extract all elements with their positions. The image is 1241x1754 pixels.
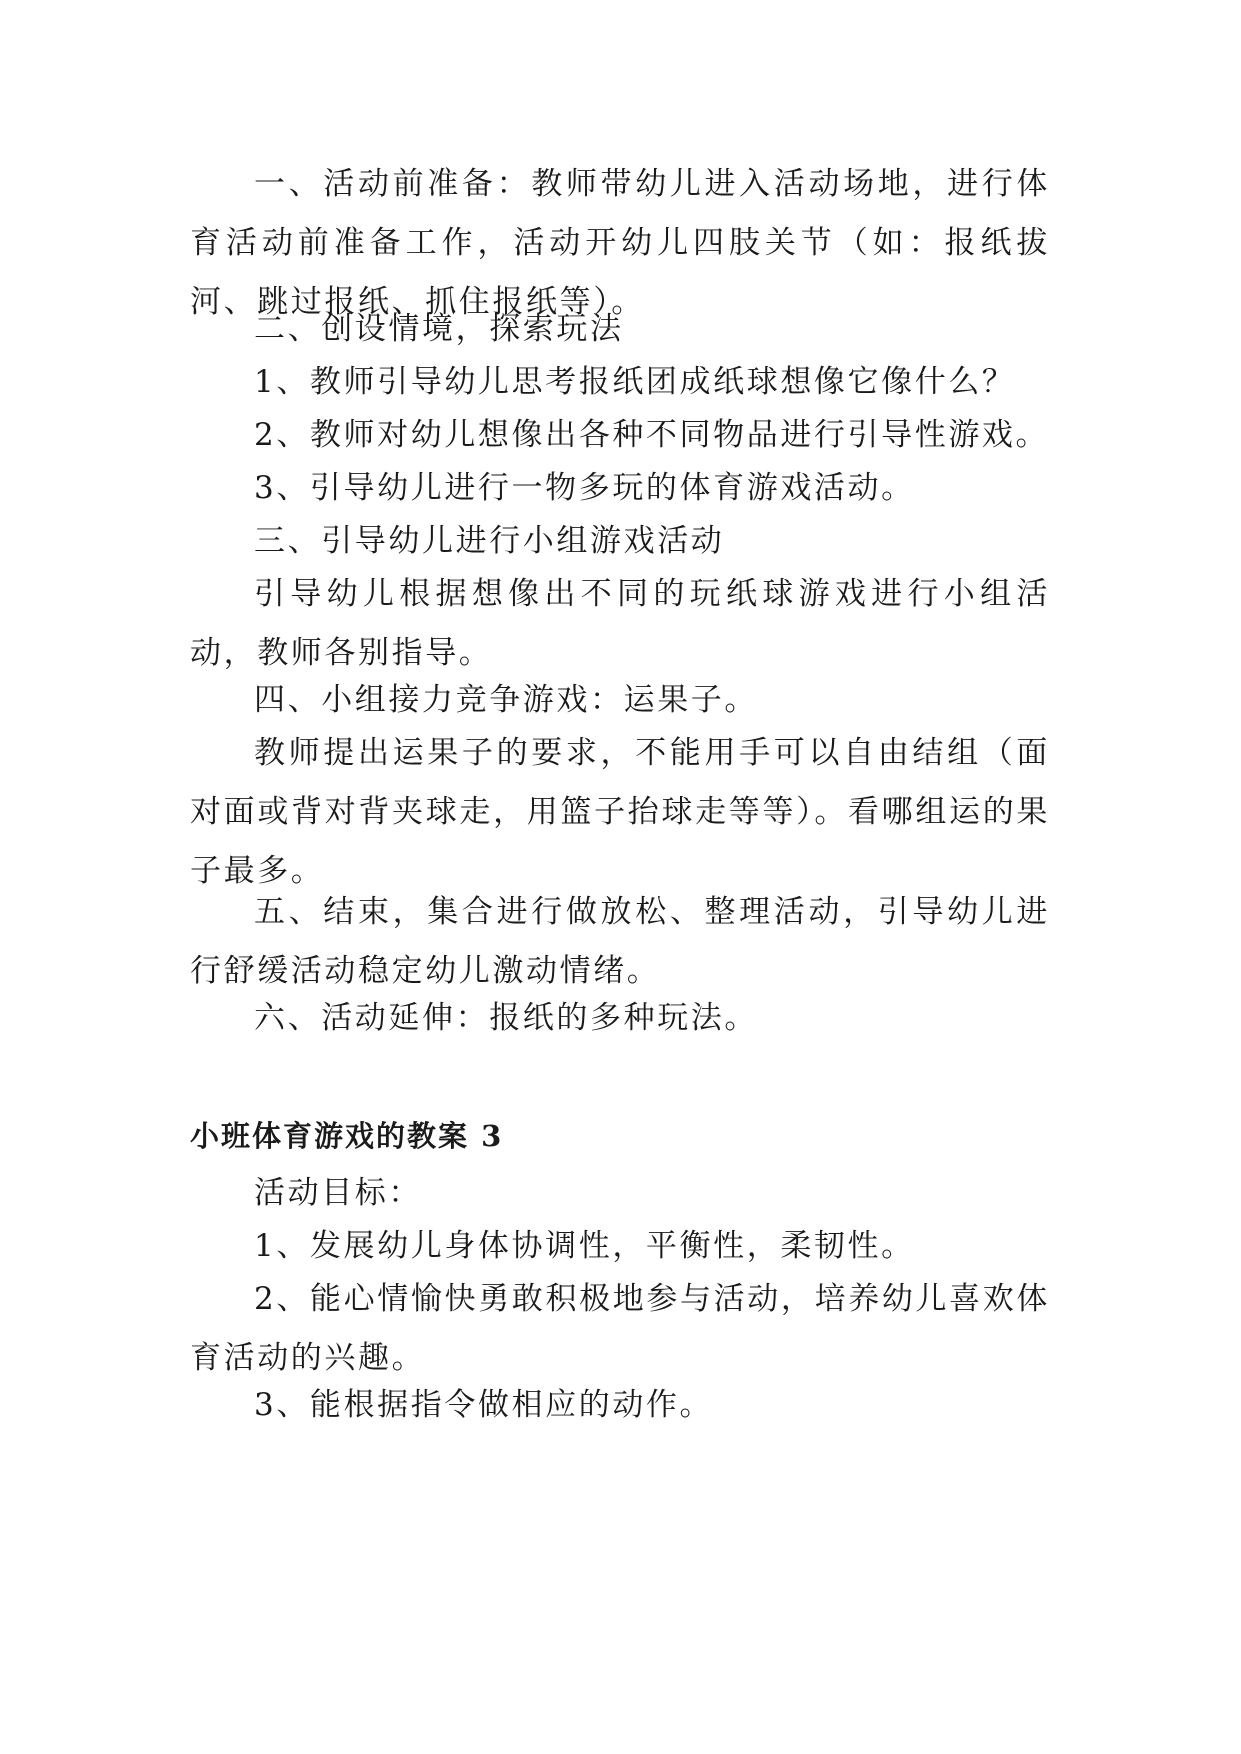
paragraph-item-1: 1、教师引导幼儿思考报纸团成纸球想像它像什么？ <box>254 364 1016 400</box>
paragraph-preparation: 一、活动前准备：教师带幼儿进入活动场地，进行体育活动前准备工作，活动开幼儿四肢关节（如：报纸拔河、跳过报纸、抓住报纸等）。 <box>190 166 1050 320</box>
paragraph-goal-2: 2、能心情愉快勇敢积极地参与活动，培养幼儿喜欢体育活动的兴趣。 <box>190 1281 1050 1376</box>
paragraph-item-2: 2、教师对幼儿想像出各种不同物品进行引导性游戏。 <box>254 417 1050 453</box>
paragraph-ending: 五、结束，集合进行做放松、整理活动，引导幼儿进行舒缓活动稳定幼儿激动情绪。 <box>190 894 1050 989</box>
paragraph-goal-3: 3、能根据指令做相应的动作。 <box>254 1387 714 1423</box>
paragraph-goals-heading: 活动目标： <box>254 1175 422 1211</box>
paragraph-relay-game: 四、小组接力竞争游戏：运果子。 <box>254 682 758 718</box>
paragraph-item-3: 3、引导幼儿进行一物多玩的体育游戏活动。 <box>254 470 915 506</box>
paragraph-goal-1: 1、发展幼儿身体协调性，平衡性，柔韧性。 <box>254 1228 915 1264</box>
paragraph-extension: 六、活动延伸：报纸的多种玩法。 <box>254 1000 758 1036</box>
paragraph-group-games: 三、引导幼儿进行小组游戏活动 <box>254 523 725 559</box>
paragraph-create-scenario: 二、创设情境，探索玩法 <box>254 311 624 347</box>
paragraph-relay-rules: 教师提出运果子的要求，不能用手可以自由结组（面对面或背对背夹球走，用篮子抬球走等等）。看哪组运的果子最多。 <box>190 735 1050 889</box>
paragraph-group-guidance: 引导幼儿根据想像出不同的玩纸球游戏进行小组活动，教师各别指导。 <box>190 576 1050 671</box>
section-title: 小班体育游戏的教案 3 <box>190 1119 504 1153</box>
